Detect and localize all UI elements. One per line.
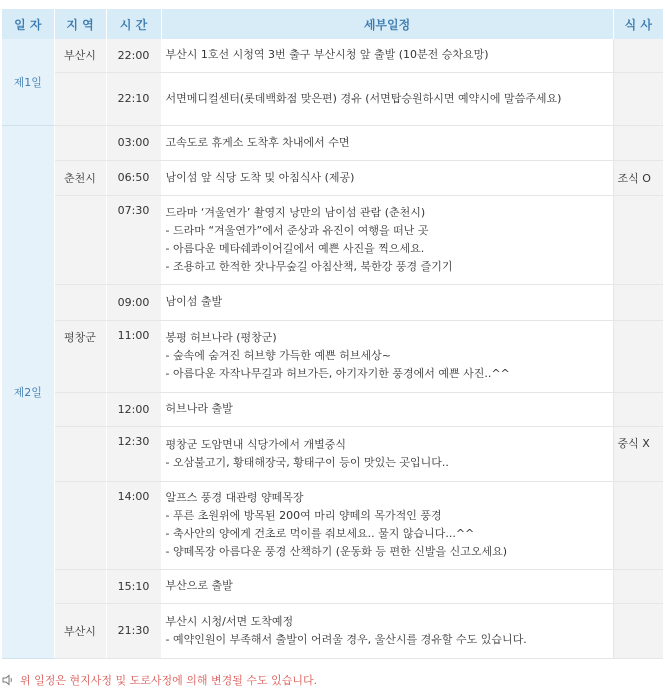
detail-line: - 아름다운 자작나무길과 허브가든, 아기자기한 풍경에서 예쁜 사진..^^ (165, 367, 510, 380)
detail-line: - 숲속에 숨겨진 허브향 가득한 예쁜 허브세상~ (165, 349, 391, 362)
day-label: 제2일 (2, 125, 54, 658)
table-header (2, 9, 663, 39)
detail-cell (161, 160, 613, 195)
time-cell: 11:00 (106, 320, 161, 392)
table-row (2, 72, 663, 125)
time-cell: 14:00 (106, 481, 161, 569)
time-cell: 21:30 (106, 603, 161, 658)
table-row (2, 160, 663, 195)
detail-cell (161, 320, 613, 392)
detail-line: 평창군 도암면내 식당가에서 개별중식 (165, 437, 347, 451)
meal-cell (613, 72, 663, 125)
detail-line: 봉평 허브나라 (평창군) (165, 331, 277, 344)
detail-cell (161, 195, 613, 284)
detail-line: 남이섬 출발 (165, 295, 223, 308)
detail-cell (161, 481, 613, 569)
time-cell: 12:30 (106, 426, 161, 481)
detail-cell (161, 72, 613, 125)
meal-cell: 조식 O (613, 160, 663, 195)
region-cell (54, 284, 106, 320)
meal-cell (613, 284, 663, 320)
detail-line: 남이섬 앞 식당 도착 및 아침식사 (제공) (165, 170, 355, 184)
detail-cell (161, 125, 613, 160)
header-time: 시 간 (106, 9, 161, 39)
region-cell (54, 481, 106, 569)
detail-cell (161, 603, 613, 658)
detail-line: 부산시 시청/서면 도착예정 (165, 614, 294, 628)
time-cell: 09:00 (106, 284, 161, 320)
detail-cell (161, 39, 613, 72)
header-region: 지 역 (54, 9, 106, 39)
time-cell: 15:10 (106, 569, 161, 603)
meal-cell (613, 392, 663, 426)
region-cell: 부산시 (54, 603, 106, 658)
detail-line: 서면메디컬센터(롯데백화점 맞은편) 경유 (서면탑승원하시면 예약시에 말씀주세요) (165, 91, 562, 105)
detail-line: - 예약인원이 부족해서 출발이 어려울 경우, 울산시를 경유할 수도 있습니다. (165, 632, 527, 646)
time-cell: 03:00 (106, 125, 161, 160)
region-cell (54, 392, 106, 426)
detail-line: - 드라마 “겨울연가”에서 준상과 유진이 여행을 떠난 곳 (165, 223, 429, 237)
meal-cell (613, 569, 663, 603)
time-cell: 22:10 (106, 72, 161, 125)
table-row (2, 481, 663, 569)
meal-cell: 중식 X (613, 426, 663, 481)
table-row (2, 392, 663, 426)
table-row (2, 426, 663, 481)
header-detail: 세부일정 (161, 9, 613, 39)
meal-cell (613, 195, 663, 284)
schedule-table (2, 9, 663, 659)
table-row (2, 569, 663, 603)
footer-text: 위 일정은 현지사정 및 도로사정에 의해 변경될 수도 있습니다. (20, 674, 318, 687)
region-cell: 부산시 (54, 39, 106, 72)
detail-cell (161, 426, 613, 481)
detail-line: 고속도로 휴게소 도착후 차내에서 수면 (165, 135, 350, 149)
day-label: 제1일 (2, 39, 54, 125)
time-cell: 07:30 (106, 195, 161, 284)
detail-line: 알프스 풍경 대관령 양떼목장 (165, 491, 304, 504)
detail-line: - 오삼불고기, 황태해장국, 황태구이 등이 맛있는 곳입니다.. (165, 455, 449, 469)
time-cell: 06:50 (106, 160, 161, 195)
detail-line: - 아름다운 메타쉐콰이어길에서 예쁜 사진을 찍으세요. (165, 241, 425, 255)
region-cell (54, 125, 106, 160)
detail-cell (161, 284, 613, 320)
region-cell (54, 195, 106, 284)
meal-cell (613, 125, 663, 160)
time-cell: 22:00 (106, 39, 161, 72)
table-row (2, 603, 663, 658)
region-cell: 평창군 (54, 320, 106, 392)
detail-line: 드라마 ‘겨울연가’ 촬영지 낭만의 남이섬 관람 (춘천시) (165, 205, 426, 219)
region-cell (54, 426, 106, 481)
detail-line: - 조용하고 한적한 잣나무숲길 아침산책, 북한강 풍경 즐기기 (165, 259, 453, 273)
table-row (2, 39, 663, 72)
header-day: 일 자 (2, 9, 54, 39)
detail-cell (161, 392, 613, 426)
region-cell (54, 569, 106, 603)
detail-cell (161, 569, 613, 603)
detail-line: 허브나라 출발 (165, 402, 233, 415)
meal-cell (613, 320, 663, 392)
detail-line: - 푸른 초원위에 방목된 200여 마리 양떼의 목가적인 풍경 (165, 509, 442, 522)
meal-cell (613, 39, 663, 72)
header-meal: 식 사 (613, 9, 663, 39)
detail-line: - 양떼목장 아름다운 풍경 산책하기 (운동화 등 편한 신발을 신고오세요) (165, 545, 508, 558)
footer-note (2, 672, 317, 688)
meal-cell (613, 481, 663, 569)
table-row (2, 195, 663, 284)
time-cell: 12:00 (106, 392, 161, 426)
table-row (2, 284, 663, 320)
detail-line: - 축사안의 양에게 건초로 먹이를 줘보세요.. 물지 않습니다...^^ (165, 527, 475, 540)
detail-line: 부산시 1호선 시청역 3번 출구 부산시청 앞 출발 (10분전 승차요망) (165, 48, 489, 62)
meal-cell (613, 603, 663, 658)
table-row (2, 125, 663, 160)
detail-line: 부산으로 출발 (165, 579, 233, 592)
region-cell: 춘천시 (54, 160, 106, 195)
speaker-icon (2, 674, 14, 686)
table-row (2, 320, 663, 392)
region-cell (54, 72, 106, 125)
